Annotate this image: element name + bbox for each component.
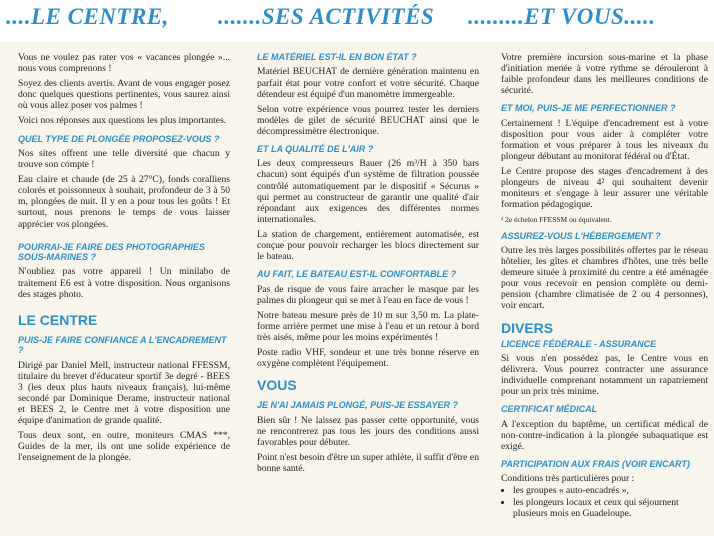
column-et-vous — [501, 52, 708, 536]
column-le-centre — [18, 52, 230, 536]
answer-paragraph: N'oubliez pas votre appareil ! Un minilabo de traitement E6 est à votre disposition. Nous organisons des stages photo. — [18, 266, 230, 300]
answer-paragraph: Conditions très particulières pour : — [501, 473, 635, 485]
question-heading: AU FAIT, LE BATEAU EST-IL CONFORTABLE ? — [257, 269, 457, 280]
section-heading: DIVERS — [501, 319, 554, 336]
answer-paragraph: Votre première incursion sous-marine et la phase d'initiation menée à votre rythme se dérouleront à faible profondeur dans les meilleures conditions de sécurité. — [501, 52, 708, 97]
answer-paragraph: Notre bateau mesure près de 10 m sur 3,50 m. La plate-forme arrière permet une mise à l'eau et un retour à bord très aisés, même pour les moins expérimentés ! — [257, 309, 479, 343]
footnote: ² 2e échelon FFESSM ou équivalent. — [501, 214, 612, 224]
answer-paragraph: Les deux compresseurs Bauer (26 m³/H à 350 bars chacun) sont équipés d'un système de filtration poussée contrôlé automatiquement par le dispositif « Sécurus » qui permet au constructeur de garantir une qualité d'air répondant aux exigences des différentes normes internationales. — [257, 158, 479, 225]
question-heading: PARTICIPATION AUX FRAIS (VOIR ENCART) — [501, 458, 690, 469]
list-item: • les groupes « auto-encadrés », — [513, 485, 708, 496]
question-heading: ASSUREZ-VOUS L'HÉBERGEMENT ? — [501, 230, 661, 241]
answer-paragraph: A l'exception du baptême, un certificat médical de non-contre-indication à la plongée subaquatique est exigé. — [501, 418, 708, 452]
question-heading: QUEL TYPE DE PLONGÉE PROPOSEZ-VOUS ? — [18, 133, 220, 144]
answer-paragraph: Dirigé par Daniel Mell, instructeur national FFESSM, titulaire du brevet d'éducateur sportif 3e degré - BEES 3 (les deux plus hauts niveaux français), lui-même secondé par Dominique Derame, instructeur national et BEES 2, le Centre met à votre disposition une équipe d'animation de grande qualité. — [18, 359, 230, 426]
question-heading: LICENCE FÉDÉRALE - ASSURANCE — [501, 338, 657, 349]
answer-paragraph: La station de chargement, entièrement automatisée, est conçue pour pouvoir recharger les blocs directement sur le bateau. — [257, 228, 479, 263]
answer-paragraph: Certainement ! L'équipe d'encadrement est à votre disposition pour vous aider à compléter votre formation et vous préparer à tous les niveaux du plongeur débutant au monitorat fédéral ou d'État. — [501, 117, 708, 163]
question-heading: PUIS-JE FAIRE CONFIANCE A L'ENCADREMENT ? — [18, 334, 227, 356]
intro-paragraph: Soyez des clients avertis. Avant de vous engager posez donc quelques questions pertinentes, vous saurez ainsi où vous allez poser vos palmes ! — [18, 78, 230, 112]
intro-paragraph: Vous ne voulez pas rater vos « vacances plongée »... nous vous comprenons ! — [18, 52, 230, 75]
answer-paragraph: Eau claire et chaude (de 25 à 27°C), fonds coralliens colorés et poissonneux à souhait, profondeur de 3 à 50 m, plongées de nuit. Il y en a pour tous les goûts ! Et surtout, nous prenons le temps de vous laisser apprécier vos plongées. — [18, 174, 230, 230]
answer-paragraph: Poste radio VHF, sondeur et une très bonne réserve en oxygène complètent l'équipement. — [257, 347, 479, 370]
answer-paragraph: Selon votre expérience vous pourrez tester les derniers modèles de gilet de sécurité BEUCHAT ainsi que le décompressimètre électronique. — [257, 103, 479, 137]
page-banner — [0, 0, 714, 42]
banner-le-centre: ....LE CENTRE, — [6, 4, 169, 29]
answer-paragraph: Si vous n'en possédez pas, le Centre vous en délivrera. Vous pourrez contracter une assurance individuelle comprenant notamment un rapatriement pour un prix très minime. — [501, 352, 708, 398]
answer-paragraph: Bien sûr ! Ne laissez pas passer cette opportunité, vous ne rencontrerez pas tous les jours des conditions aussi favorables pour débuter. — [257, 414, 479, 448]
question-heading: JE N'AI JAMAIS PLONGÉ, PUIS-JE ESSAYER ? — [257, 400, 459, 411]
question-heading: CERTIFICAT MÉDICAL — [501, 404, 598, 415]
intro-paragraph: Voici nos réponses aux questions les plus importantes. — [18, 115, 227, 127]
answer-paragraph: Le Centre propose des stages d'encadrement à des plongeurs de niveau 4² qui souhaitent devenir moniteurs et s'engage à leur assurer une véritable formation pédagogique. — [501, 166, 708, 211]
banner-ses-activites: .......SES ACTIVITÉS — [218, 4, 435, 29]
section-heading: LE CENTRE — [18, 311, 98, 328]
answer-paragraph: Outre les très larges possibilités offertes par le réseau hôtelier, les gîtes et chambres d'hôtes, une très belle demeure située à proximité du centre a été aménagée pour vous recevoir en pension complète ou demi-pension (chambre climatisée de 2 ou 4 personnes), voir encart. — [501, 244, 708, 312]
answer-paragraph: Tous deux sont, en outre, moniteurs CMAS ***, Guides de la mer, ils ont une solide expérience de l'enseignement de la plongée. — [18, 430, 230, 464]
question-heading: LE MATÉRIEL EST-IL EN BON ÉTAT ? — [257, 52, 417, 62]
column-ses-activites — [257, 52, 479, 536]
question-heading: ET MOI, PUIS-JE ME PERFECTIONNER ? — [501, 103, 676, 114]
answer-paragraph: Point n'est besoin d'être un super athlète, il suffit d'être en bonne santé. — [257, 451, 479, 475]
answer-paragraph: Matériel BEUCHAT de dernière génération maintenu en parfait état pour votre confort et votre sécurité. Chaque détendeur est équipé d'un manomètre immergeable. — [257, 66, 479, 100]
list-item: • les plongeurs locaux et ceux qui séjournent plusieurs mois en Guadeloupe. — [513, 497, 708, 519]
section-heading: VOUS — [257, 377, 297, 394]
answer-paragraph: Pas de risque de vous faire arracher le masque par les palmes du plongeur qui se met à l'eau en face de vous ! — [257, 283, 479, 306]
question-heading: ET LA QUALITÉ DE L'AIR ? — [257, 143, 374, 154]
conditions-list — [501, 485, 708, 518]
question-heading: POURRAI-JE FAIRE DES PHOTOGRAPHIES SOUS-MARINES ? — [18, 241, 205, 263]
banner-et-vous: .........ET VOUS..... — [468, 4, 656, 29]
answer-paragraph: Nos sites offrent une telle diversité que chacun y trouve son compte ! — [18, 147, 230, 171]
